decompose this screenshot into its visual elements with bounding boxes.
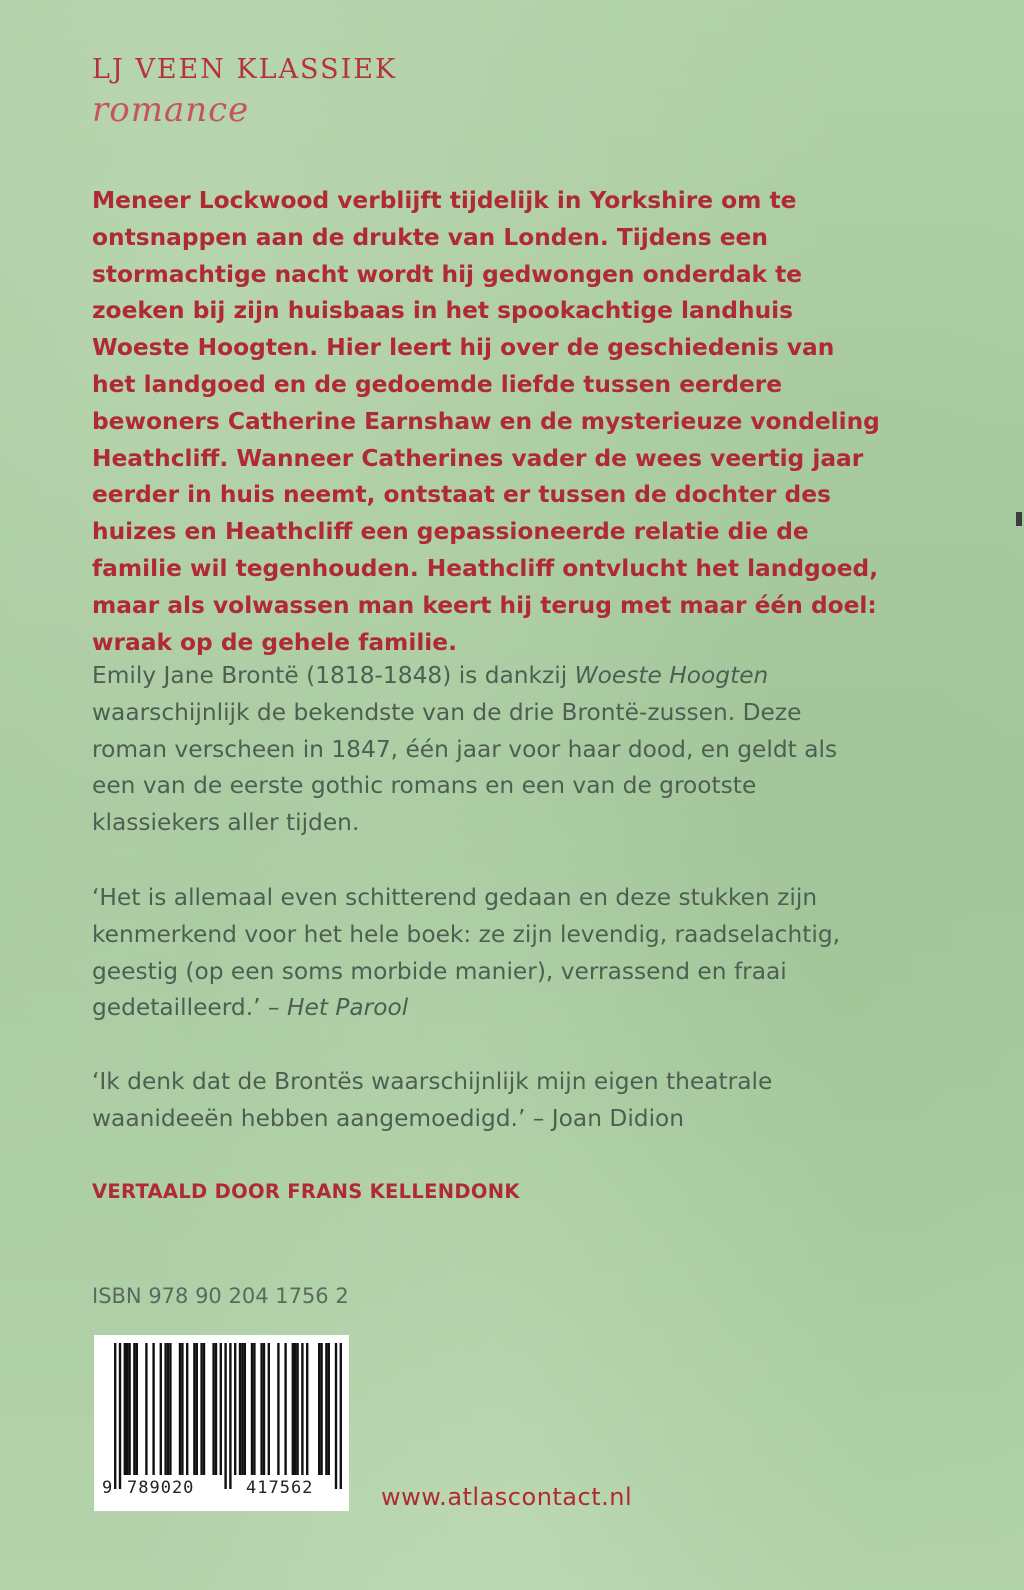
barcode-bar	[186, 1343, 188, 1475]
barcode-bar	[234, 1343, 236, 1475]
barcode-bar	[229, 1343, 231, 1489]
genre-label: romance	[92, 90, 250, 130]
barcode-bar	[220, 1343, 222, 1475]
barcode-bar	[306, 1343, 308, 1475]
barcode-bar	[244, 1343, 246, 1475]
barcode-bar	[164, 1343, 166, 1475]
barcode-bar	[215, 1343, 217, 1475]
barcode-bar	[169, 1343, 171, 1475]
barcode-bar	[277, 1343, 279, 1475]
review-quote-source: Het Parool	[286, 994, 409, 1022]
barcode-digits-right: 417562	[246, 1478, 314, 1498]
barcode-bar	[253, 1343, 255, 1475]
barcode-digit-first: 9	[102, 1478, 113, 1498]
translator-credit: VERTAALD DOOR FRANS KELLENDONK	[92, 1180, 520, 1203]
barcode-bar	[325, 1343, 327, 1475]
barcode-bar	[251, 1343, 253, 1475]
barcode-bar	[152, 1343, 154, 1475]
barcode-bar	[301, 1343, 303, 1475]
barcode-bar	[328, 1343, 330, 1475]
barcode-bar	[136, 1343, 138, 1475]
barcode-bar	[224, 1343, 226, 1489]
barcode-bar	[193, 1343, 195, 1475]
review-quote-parool	[92, 880, 882, 1027]
author-bio-intro: Emily Jane Brontë (1818-1848) is dankzij	[92, 662, 575, 689]
barcode-bar	[212, 1343, 214, 1475]
barcode-bar	[124, 1343, 126, 1475]
barcode-bar	[133, 1343, 135, 1475]
barcode-bar	[119, 1343, 121, 1489]
publisher-website[interactable]: www.atlascontact.nl	[381, 1483, 633, 1511]
series-name: LJ VEEN KLASSIEK	[92, 54, 398, 85]
review-quote-didion: ‘Ik denk dat de Brontës waarschijnlijk mijn eigen theatrale waanideeën hebben aangemoedigd.’ – Joan Didion	[92, 1068, 773, 1132]
isbn-number: ISBN 978 90 204 1756 2	[92, 1284, 349, 1308]
barcode-bar	[181, 1343, 183, 1475]
barcode-bar	[239, 1343, 241, 1475]
barcode-bar	[160, 1343, 162, 1475]
review-quote-text: ‘Het is allemaal even schitterend gedaan en deze stukken zijn kenmerkend voor het hele boek: ze zijn levendig, raadselachtig, geestig (op een soms morbide manier), verrassend en fraai gedetailleerd.’ –	[92, 884, 841, 1022]
barcode-bar	[145, 1343, 147, 1475]
barcode-bar	[320, 1343, 322, 1475]
barcode-bar	[268, 1343, 270, 1475]
barcode-bar	[263, 1343, 265, 1475]
edge-mark	[1016, 512, 1022, 526]
barcode-bar	[128, 1343, 130, 1475]
synopsis: Meneer Lockwood verblijft tijdelijk in Yorkshire om te ontsnappen aan de drukte van Londen. Tijdens een stormachtige nacht wordt hij gedwongen onderdak te zoeken bij zijn huisbaas in het spookachtige landhuis Woeste Hoogten. Hier leert hij over de geschiedenis van het landgoed en de gedoemde liefde tussen eerdere bewoners Catherine Earnshaw en de mysterieuze vondeling Heathcliff. Wanneer Catherines vader de wees veertig jaar eerder in huis neemt, ontstaat er tussen de dochter des huizes en Heathcliff een gepassioneerde relatie die de familie wil tegenhouden. Heathcliff ontvlucht het landgoed, maar als volwassen man keert hij terug met maar één doel: wraak op de gehele familie.	[92, 187, 880, 656]
barcode-bar	[203, 1343, 205, 1475]
barcode-bar	[284, 1343, 286, 1475]
barcode-bar	[200, 1343, 202, 1475]
barcode-bar	[167, 1343, 169, 1475]
barcode-digits-left: 789020	[127, 1478, 195, 1498]
barcode-bar	[296, 1343, 298, 1475]
barcode-bar	[241, 1343, 243, 1475]
barcode-bar	[196, 1343, 198, 1475]
barcode	[94, 1335, 349, 1511]
barcode-bar	[114, 1343, 116, 1489]
author-bio	[92, 658, 882, 842]
barcode-bar	[126, 1343, 128, 1475]
barcode-bar	[318, 1343, 320, 1475]
barcode-bar	[294, 1343, 296, 1475]
barcode-bar	[340, 1343, 342, 1489]
book-title: Woeste Hoogten	[574, 662, 769, 689]
barcode-bar	[292, 1343, 294, 1475]
barcode-bar	[179, 1343, 181, 1475]
author-bio-rest: waarschijnlijk de bekendste van de drie Brontë-zussen. Deze roman verscheen in 1847, één jaar voor haar dood, en geldt als een van de eerste gothic romans en een van de grootste klassiekers aller tijden.	[92, 698, 838, 837]
barcode-bar	[335, 1343, 337, 1489]
barcode-bar	[260, 1343, 262, 1475]
